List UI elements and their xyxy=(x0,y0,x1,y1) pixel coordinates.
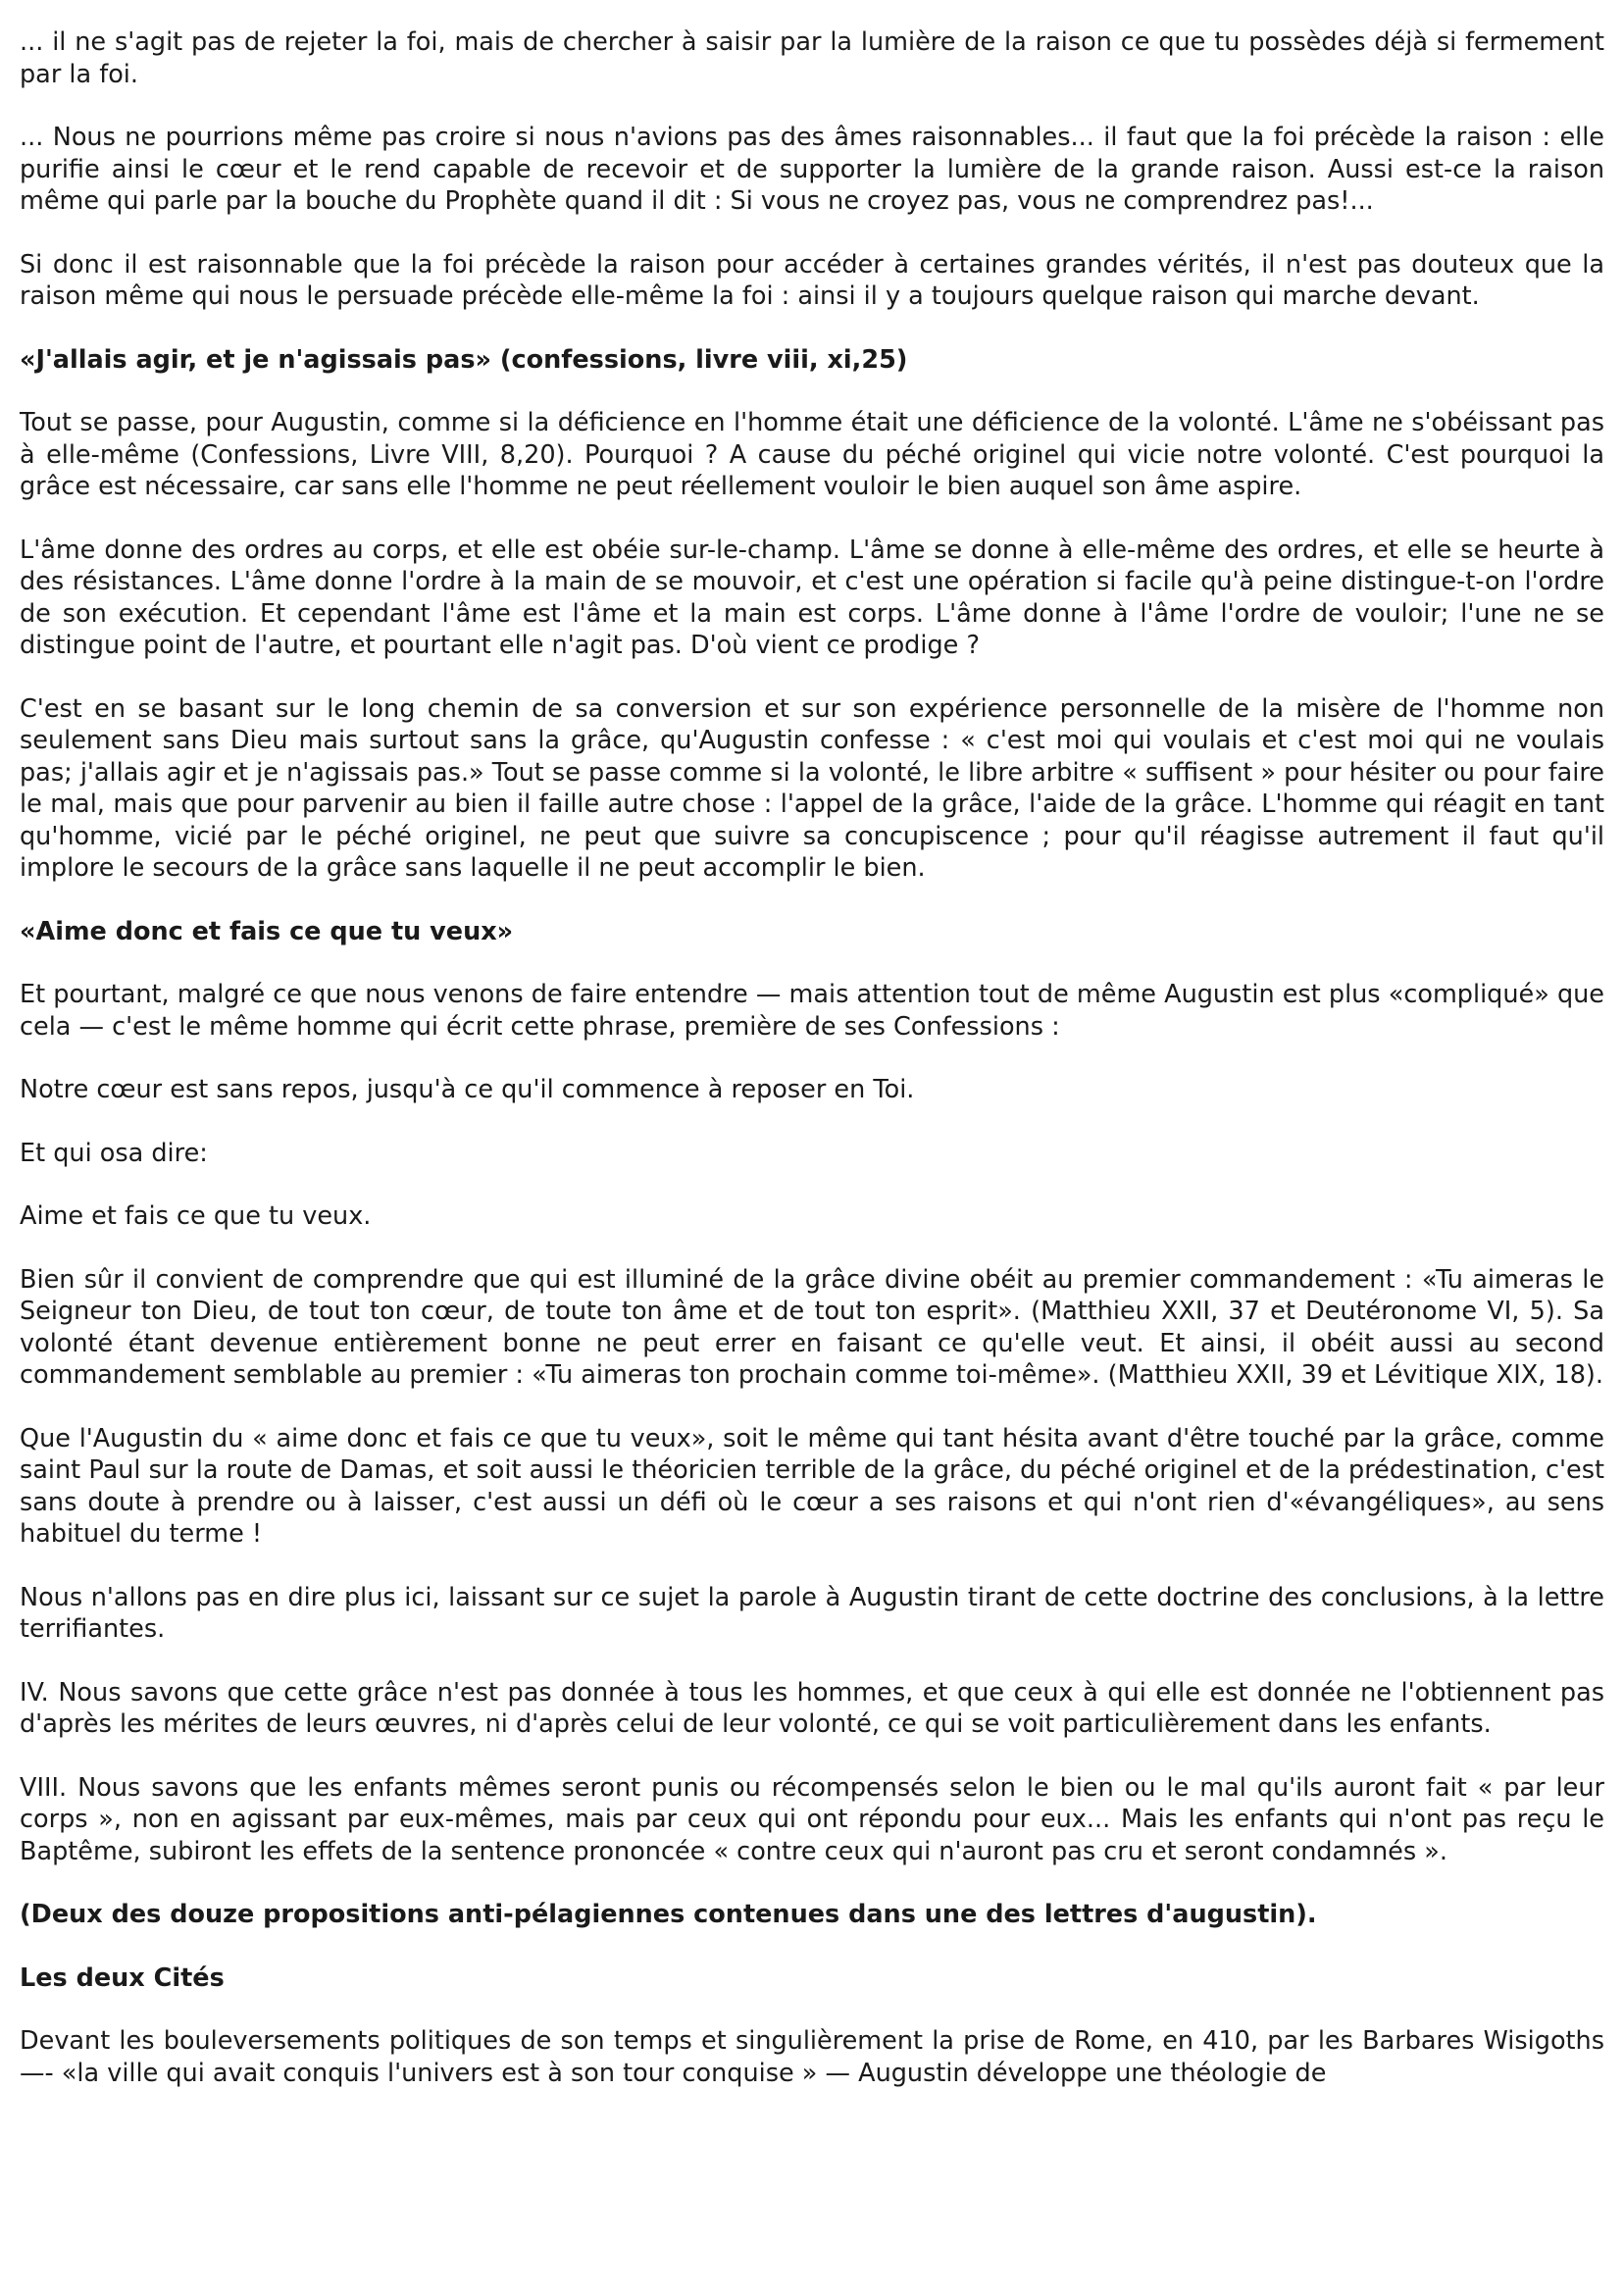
paragraph: Nous n'allons pas en dire plus ici, laissant sur ce sujet la parole à Augustin tirant de cette doctrine des conclusions, à la lettre terrifiantes. xyxy=(20,1582,1604,1644)
document-body xyxy=(20,26,1604,2120)
section-heading: (Deux des douze propositions anti-pélagiennes contenues dans une des lettres d'augustin). xyxy=(20,1900,1317,1929)
section-heading: «J'allais agir, et je n'agissais pas» (confessions, livre viii, xi,25) xyxy=(20,344,908,375)
paragraph: Tout se passe, pour Augustin, comme si la déficience en l'homme était une déficience de la volonté. L'âme ne s'obéissant pas à elle-même (Confessions, Livre VIII, 8,20). Pourquoi ? A cause du péché originel qui vicie notre volonté. C'est pourquoi la grâce est nécessaire, car sans elle l'homme ne peut réellement vouloir le bien auquel son âme aspire. xyxy=(20,408,1604,501)
paragraph: Et qui osa dire: xyxy=(20,1138,208,1168)
paragraph: ... il ne s'agit pas de rejeter la foi, mais de chercher à saisir par la lumière de la raison ce que tu possèdes déjà si fermement par la foi. xyxy=(20,27,1604,89)
paragraph: Bien sûr il convient de comprendre que qui est illuminé de la grâce divine obéit au premier commandement : «Tu aimeras le Seigneur ton Dieu, de tout ton cœur, de toute ton âme et de tout ton esprit». (Matthieu XXII, 37 et Deutéronome VI, 5). Sa volonté étant devenue entièrement bonne ne peut errer en faisant ce qu'elle veut. Et ainsi, il obéit aussi au second commandement semblable au premier : «Tu aimeras ton prochain comme toi-même». (Matthieu XXII, 39 et Lévitique XIX, 18). xyxy=(20,1264,1604,1390)
paragraph: C'est en se basant sur le long chemin de sa conversion et sur son expérience personnelle de la misère de l'homme non seulement sans Dieu mais surtout sans la grâce, qu'Augustin confesse : « c'est moi qui voulais et c'est moi qui ne voulais pas; j'allais agir et je n'agissais pas.» Tout se passe comme si la volonté, le libre arbitre « suffisent » pour hésiter ou pour faire le mal, mais que pour parvenir au bien il faille autre chose : l'appel de la grâce, l'aide de la grâce. L'homme qui réagit en tant qu'homme, vicié par le péché originel, ne peut que suivre sa concupiscence ; pour qu'il réagisse autrement il faut qu'il implore le secours de la grâce sans laquelle il ne peut accomplir le bien. xyxy=(20,693,1604,883)
paragraph: Que l'Augustin du « aime donc et fais ce que tu veux», soit le même qui tant hésita avant d'être touché par la grâce, comme saint Paul sur la route de Damas, et soit aussi le théoricien terrible de la grâce, du péché originel et de la prédestination, c'est sans doute à prendre ou à laisser, c'est aussi un défi où le cœur a ses raisons et qui n'ont rien d'«évangéliques», au sens habituel du terme ! xyxy=(20,1423,1604,1549)
paragraph: L'âme donne des ordres au corps, et elle est obéie sur-le-champ. L'âme se donne à elle-même des ordres, et elle se heurte à des résistances. L'âme donne l'ordre à la main de se mouvoir, et c'est une opération si facile qu'à peine distingue-t-on l'ordre de son exécution. Et cependant l'âme est l'âme et la main est corps. L'âme donne à l'âme l'ordre de vouloir; l'une ne se distingue point de l'autre, et pourtant elle n'agit pas. D'où vient ce prodige ? xyxy=(20,535,1604,660)
paragraph: Devant les bouleversements politiques de son temps et singulièrement la prise de Rome, en 410, par les Barbares Wisigoths —- «la ville qui avait conquis l'univers est à son tour conquise » — Augustin développe une théologie de xyxy=(20,2026,1604,2088)
section-heading: Les deux Cités xyxy=(20,1963,225,1993)
paragraph: Aime et fais ce que tu veux. xyxy=(20,1201,372,1231)
paragraph: VIII. Nous savons que les enfants mêmes seront punis ou récompensés selon le bien ou le mal qu'ils auront fait « par leur corps », non en agissant par eux-mêmes, mais par ceux qui ont répondu pour eux... Mais les enfants qui n'ont pas reçu le Baptême, subiront les effets de la sentence prononcée « contre ceux qui n'auront pas cru et seront condamnés ». xyxy=(20,1772,1604,1866)
paragraph: Si donc il est raisonnable que la foi précède la raison pour accéder à certaines grandes vérités, il n'est pas douteux que la raison même qui nous le persuade précède elle-même la foi : ainsi il y a toujours quelque raison qui marche devant. xyxy=(20,249,1604,311)
section-heading: «Aime donc et fais ce que tu veux» xyxy=(20,916,514,946)
paragraph: IV. Nous savons que cette grâce n'est pas donnée à tous les hommes, et que ceux à qui elle est donnée ne l'obtiennent pas d'après les mérites de leurs œuvres, ni d'après celui de leur volonté, ce qui se voit particulièrement dans les enfants. xyxy=(20,1677,1604,1739)
paragraph: ... Nous ne pourrions même pas croire si nous n'avions pas des âmes raisonnables... il faut que la foi précède la raison : elle purifie ainsi le cœur et le rend capable de recevoir et de supporter la lumière de la grande raison. Aussi est-ce la raison même qui parle par la bouche du Prophète quand il dit : Si vous ne croyez pas, vous ne comprendrez pas!... xyxy=(20,123,1604,216)
paragraph: Notre cœur est sans repos, jusqu'à ce qu'il commence à reposer en Toi. xyxy=(20,1075,915,1104)
paragraph: Et pourtant, malgré ce que nous venons de faire entendre — mais attention tout de même Augustin est plus «compliqué» que cela — c'est le même homme qui écrit cette phrase, première de ses Confessions : xyxy=(20,980,1604,1042)
